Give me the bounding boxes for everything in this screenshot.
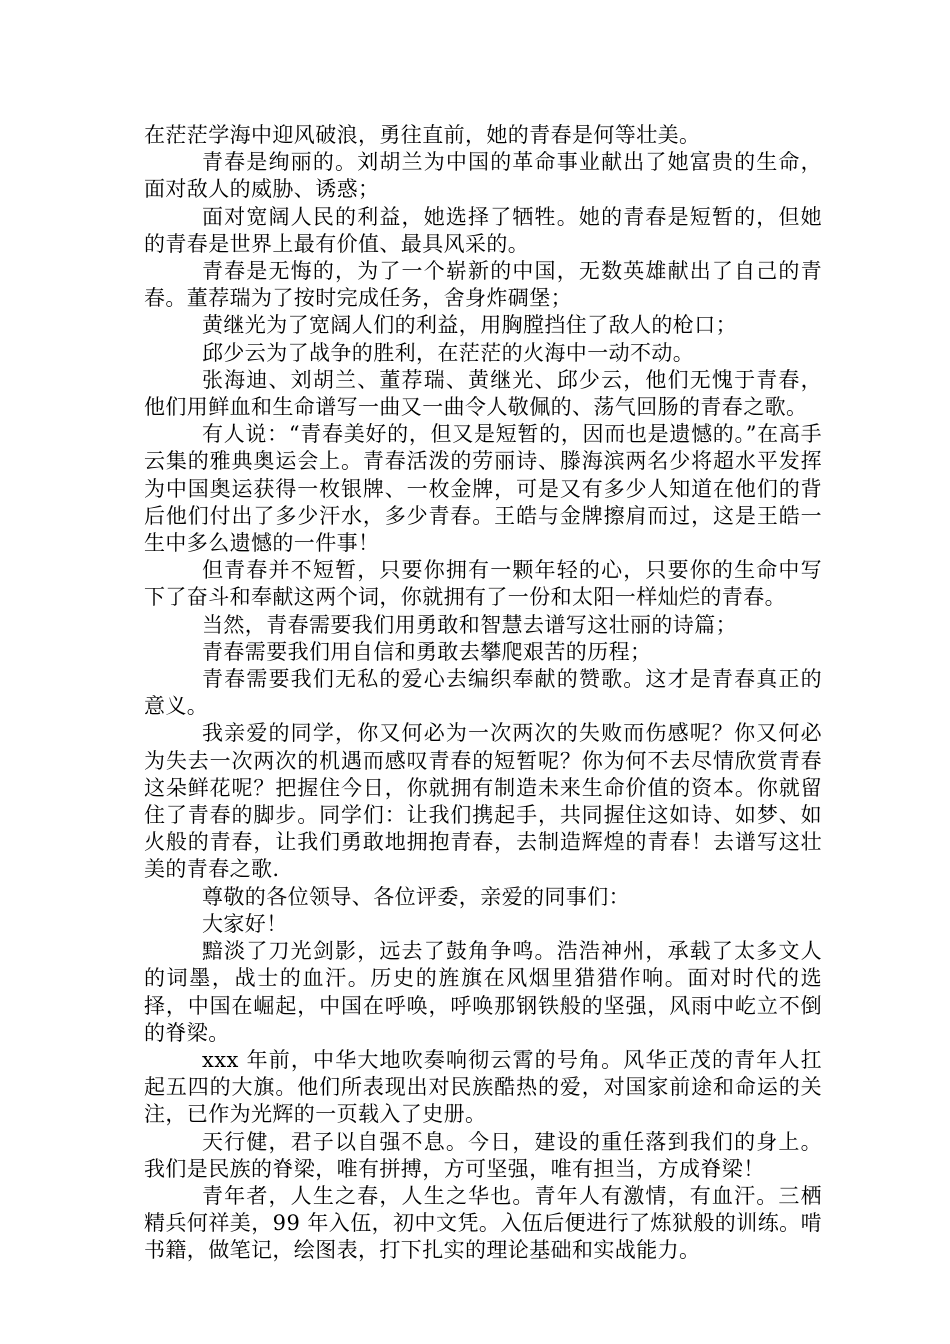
- paragraph: 青春是无悔的，为了一个崭新的中国，无数英雄献出了自己的青春。董荐瑞为了按时完成任务，舍身炸碉堡；: [144, 259, 822, 311]
- paragraph: xxx 年前，中华大地吹奏响彻云霄的号角。风华正茂的青年人扛起五四的大旗。他们所表现出对民族酷热的爱，对国家前途和命运的关注，已作为光辉的一页载入了史册。: [144, 1047, 822, 1127]
- document-page: [144, 122, 822, 1265]
- paragraph: 黄继光为了宽阔人们的利益，用胸膛挡住了敌人的枪口；: [202, 313, 737, 338]
- paragraph: 我亲爱的同学，你又何必为一次两次的失败而伤感呢？你又何必为失去一次两次的机遇而感叹青春的短暂呢？你为何不去尽情欣赏青春这朵鲜花呢？把握住今日，你就拥有制造未来生命价值的资本。你就留住了青春的脚步。同学们：让我们携起手，共同握住这如诗、如梦、如火般的青春，让我们勇敢地拥抱青春，去制造辉煌的青春！去谱写这壮美的青春之歌.: [144, 721, 822, 882]
- paragraph: 青春需要我们用自信和勇敢去攀爬艰苦的历程；: [202, 639, 652, 664]
- paragraph: 张海迪、刘胡兰、董荐瑞、黄继光、邱少云，他们无愧于青春，他们用鲜血和生命谱写一曲又一曲令人敬佩的、荡气回肠的青春之歌。: [144, 367, 822, 420]
- paragraph: 尊敬的各位领导、各位评委，亲爱的同事们：: [202, 884, 630, 909]
- paragraph: 天行健，君子以自强不息。今日，建设的重任落到我们的身上。我们是民族的脊梁，唯有拼搏，方可坚强，唯有担当，方成脊梁！: [144, 1129, 822, 1181]
- paragraph: 黯淡了刀光剑影，远去了鼓角争鸣。浩浩神州，承载了太多文人的词墨，战士的血汗。历史的旌旗在风烟里猎猎作响。面对时代的选择，中国在崛起，中国在呼唤，呼唤那钢铁般的坚强，风雨中屹立不倒的脊梁。: [144, 939, 822, 1045]
- paragraph: 但青春并不短暂，只要你拥有一颗年轻的心，只要你的生命中写下了奋斗和奉献这两个词，你就拥有了一份和太阳一样灿烂的青春。: [144, 558, 822, 610]
- paragraph: 有人说：“青春美好的，但又是短暂的，因而也是遗憾的。”在高手云集的雅典奥运会上。青春活泼的劳丽诗、滕海滨两名少将超水平发挥为中国奥运获得一枚银牌、一枚金牌，可是又有多少人知道在他们的背后他们付出了多少汗水，多少青春。王皓与金牌擦肩而过，这是王皓一生中多么遗憾的一件事！: [144, 422, 822, 556]
- paragraph: 当然，青春需要我们用勇敢和智慧去谱写这壮丽的诗篇；: [202, 612, 737, 637]
- paragraph: 青春是绚丽的。刘胡兰为中国的革命事业献出了她富贵的生命，面对敌人的威胁、诱惑；: [144, 150, 822, 202]
- paragraph: 邱少云为了战争的胜利，在茫茫的火海中一动不动。: [202, 340, 695, 365]
- paragraph: 面对宽阔人民的利益，她选择了牺牲。她的青春是短暂的，但她的青春是世界上最有价值、最具风采的。: [144, 204, 822, 256]
- paragraph: 大家好！: [202, 911, 288, 936]
- paragraph: 青春需要我们无私的爱心去编织奉献的赞歌。这才是青春真正的意义。: [144, 667, 822, 719]
- paragraph: 青年者，人生之春，人生之华也。青年人有激情，有血汗。三栖精兵何祥美，99 年入伍，初中文凭。入伍后便进行了炼狱般的训练。啃书籍，做笔记，绘图表，打下扎实的理论基础和实战能力。: [144, 1183, 822, 1263]
- paragraph: 在茫茫学海中迎风破浪，勇往直前，她的青春是何等壮美。: [144, 123, 701, 147]
